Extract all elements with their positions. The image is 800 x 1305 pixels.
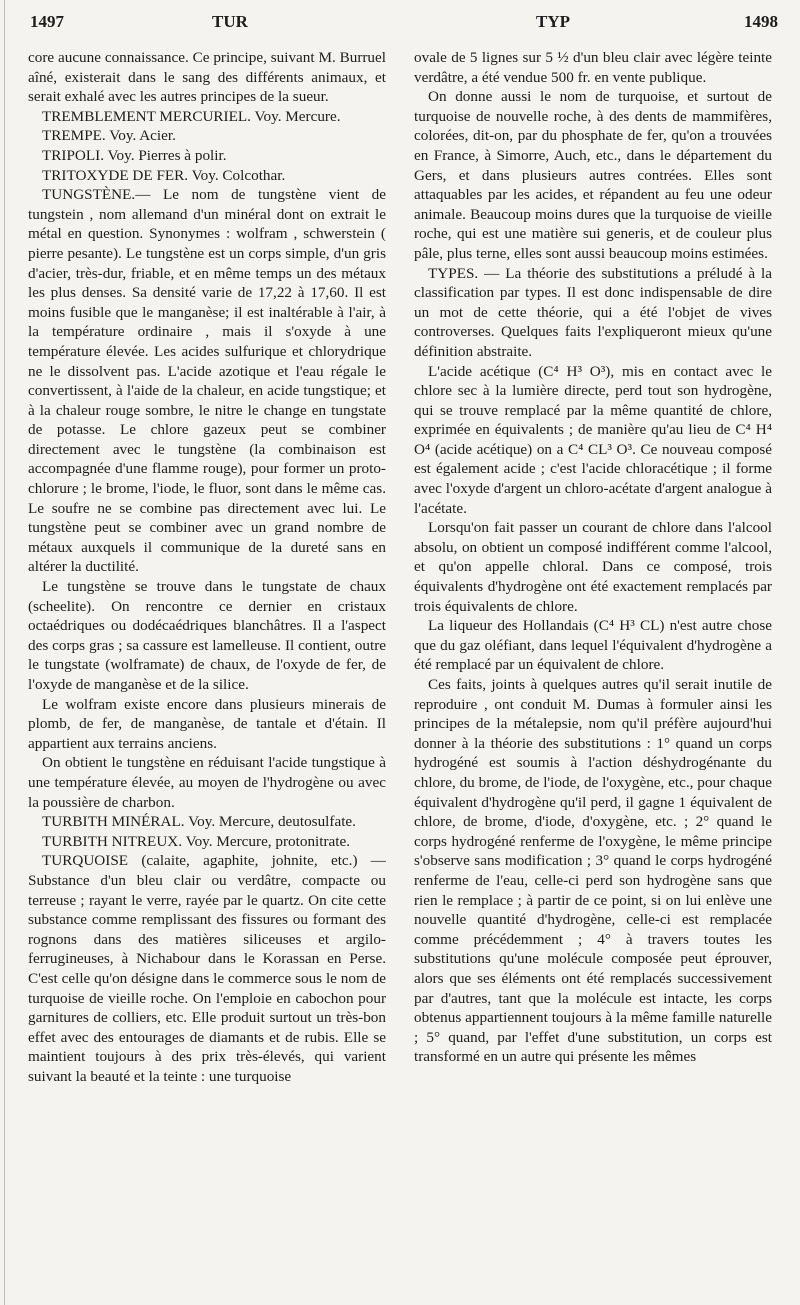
running-word-right: TYP <box>536 12 570 31</box>
entry-turquoise: TURQUOISE (calaite, agaphite, johnite, etc.) — Substance d'un bleu clair ou verdâtre, compacte ou terreuse ; rayant le verre, rayée par le quartz. On cite cette substance comme remplissant des fissures ou formant des rognons dans des matières siliceuses et argilo-ferrugineuses, à Nichabour dans le Korassan en Perse. C'est celle qu'on désigne dans le commerce sous le nom de turquoise de vieille roche. On l'emploie en cabochon pour garnitures de colliers, etc. Elle produit surtout un très-bon effet avec des entourages de diamants et de rubis. Elle se maintient toujours à des prix très-élevés, qui varient suivant la beauté et la teinte : une turquoise <box>28 852 386 1085</box>
entry-types: TYPES. — La théorie des substitutions a préludé à la classification par types. Il est donc indispensable de dire un mot de cette théorie, qui a été l'objet de vives controverses. Quelques faits l'expliqueront mieux qu'une définition abstraite. <box>414 264 772 360</box>
page-number-left: 1497 <box>30 12 64 31</box>
right-column <box>414 48 772 1298</box>
paragraph: Ces faits, joints à quelques autres qu'il serait inutile de reproduire , ont conduit M. Dumas à formuler ainsi les principes de la métalepsie, nom qu'il préfère aujourd'hui donner à la théorie des substitutions : 1° quand un corps hydrogéné est soumis à l'action déshydrogénante du chlore, du brome, de l'iode, de l'oxygène, etc., pour chaque équivalent d'hydrogène qu'il perd, il gagne 1 équivalent de chlore, de brome, d'iode, d'oxygène, etc. ; 2° quand le corps hydrogéné renferme de l'oxygène, le même principe s'observe sans modification ; 3° quand le corps hydrogéné renferme de l'eau, celle-ci perd son hydrogène sans que rien le remplace ; à partir de ce point, si on lui enlève une nouvelle quantité d'hydrogène, celle-ci est remplacée comme précédemment ; 4° à travers toutes les substitutions qu'une molécule composée peut éprouver, alors que ses éléments ont été remplacés successivement par d'autres, tant que la molécule est intacte, les corps obtenus appartiennent toujours à la même famille naturelle ; 5° quand, par l'effet d'une substitution, un corps est transformé en un autre qui présente les mêmes <box>414 676 772 1066</box>
paragraph: On obtient le tungstène en réduisant l'acide tungstique à une température élevée, au moyen de l'hydrogène ou avec la poussière de charbon. <box>28 754 386 811</box>
paragraph: La liqueur des Hollandais (C⁴ H³ CL) n'est autre chose que du gaz oléfiant, dans lequel l'équivalent d'hydrogène a été remplacé par un équivalent de chlore. <box>414 617 772 674</box>
page-edge-line <box>4 0 5 1305</box>
running-word-left: TUR <box>212 12 248 31</box>
entry-tungstene: TUNGSTÈNE.— Le nom de tungstène vient de tungstein , nom allemand d'un minéral dont on extrait le métal en question. Synonymes : wolfram , schwerstein ( pierre pesante). Le tungstène est un corps simple, d'un gris d'acier, très-dur, friable, et en même temps un des métaux les plus denses. Sa densité varie de 17,22 à 17,60. Il est moins fusible que le manganèse; il est inaltérable à l'air, à la température ordinaire , mais il s'oxyde à une température élevée. Les acides sulfurique et chlorydrique ne le dissolvent pas. L'acide azotique et l'eau régale le convertissent, à l'aide de la chaleur, en acide tungstique; et à la chaleur rouge sombre, le nitre le change en tungstate de potasse. Le chlore gazeux peut se combiner directement avec le tungstène (la combinaison est accompagnée d'une flamme rouge), pour former un proto-chlorure ; le brome, l'iode, le fluor, sont dans le même cas. Le soufre ne se combine pas directement avec lui. Le tungstène peut se combiner avec un grand nombre de métaux auxquels il communique de la dureté sans en altérer la ductilité. <box>28 186 386 576</box>
paragraph: ovale de 5 lignes sur 5 ½ d'un bleu clair avec légère teinte verdâtre, a été vendue 500 fr. en vente publique. <box>414 49 772 86</box>
paragraph: Le wolfram existe encore dans plusieurs minerais de plomb, de fer, de manganèse, de tantale et d'étain. Il appartient aux terrains anciens. <box>28 695 386 752</box>
entry-tremblement: TREMBLEMENT MERCURIEL. Voy. Mercure. <box>42 107 341 125</box>
running-header <box>30 12 778 38</box>
entry-tritoxyde: TRITOXYDE DE FER. Voy. Colcothar. <box>42 166 286 184</box>
entry-trempe: TREMPE. Voy. Acier. <box>42 127 176 145</box>
paragraph: Lorsqu'on fait passer un courant de chlore dans l'alcool absolu, on obtient un composé indifférent comme l'alcool, et qu'on appelle chloral. Dans ce composé, trois équivalents d'hydrogène ont été exactement remplacés par trois équivalents de chlore. <box>414 519 772 615</box>
paragraph: core aucune connaissance. Ce principe, suivant M. Burruel aîné, existerait dans le sang des différents animaux, et serait exhalé avec les autres principes de la sueur. <box>28 49 386 106</box>
paragraph: L'acide acétique (C⁴ H³ O³), mis en contact avec le chlore sec à la lumière directe, perd tout son hydrogène, qui se trouve remplacé par la même quantité de chlore, exprimée en équivalents ; de manière qu'au lieu de C⁴ H⁴ O⁴ (acide acétique) on a C⁴ CL³ O³. Ce nouveau composé est également acide ; c'est l'acide chloracétique ; il forme avec l'oxyde d'argent un chloro-acétate d'argent analogue à l'acétate. <box>414 362 772 517</box>
entry-turbith-mineral: TURBITH MINÉRAL. Voy. Mercure, deutosulfate. <box>42 813 356 831</box>
paragraph: Le tungstène se trouve dans le tungstate de chaux (scheelite). On rencontre ce dernier en cristaux octaédriques ou dodécaédriques blanchâtres. Il a l'aspect des corps gras ; sa cassure est lamelleuse. Il contient, outre le tungstate (wolframate) de chaux, de l'oxyde de fer, de l'oxyde de manganèse et de la silice. <box>28 578 386 693</box>
entry-tripoli: TRIPOLI. Voy. Pierres à polir. <box>42 146 227 164</box>
entry-turbith-nitreux: TURBITH NITREUX. Voy. Mercure, protonitrate. <box>42 832 351 850</box>
paragraph: On donne aussi le nom de turquoise, et surtout de turquoise de nouvelle roche, à des dents de mammifères, colorées, dit-on, par du phosphate de fer, qu'on a trouvées en France, à Simorre, Auch, etc., dans le département du Gers, et dans plusieurs autres contrées. Elles sont attaquables par les acides, et répandent au feu une odeur animale. Beaucoup moins dures que la turquoise de vieille roche, qui est une matière sui generis, et de couleur plus pâle, plus terne, elles sont aussi beaucoup moins estimées. <box>414 88 772 262</box>
left-column <box>28 48 386 1298</box>
page-number-right: 1498 <box>744 12 778 31</box>
